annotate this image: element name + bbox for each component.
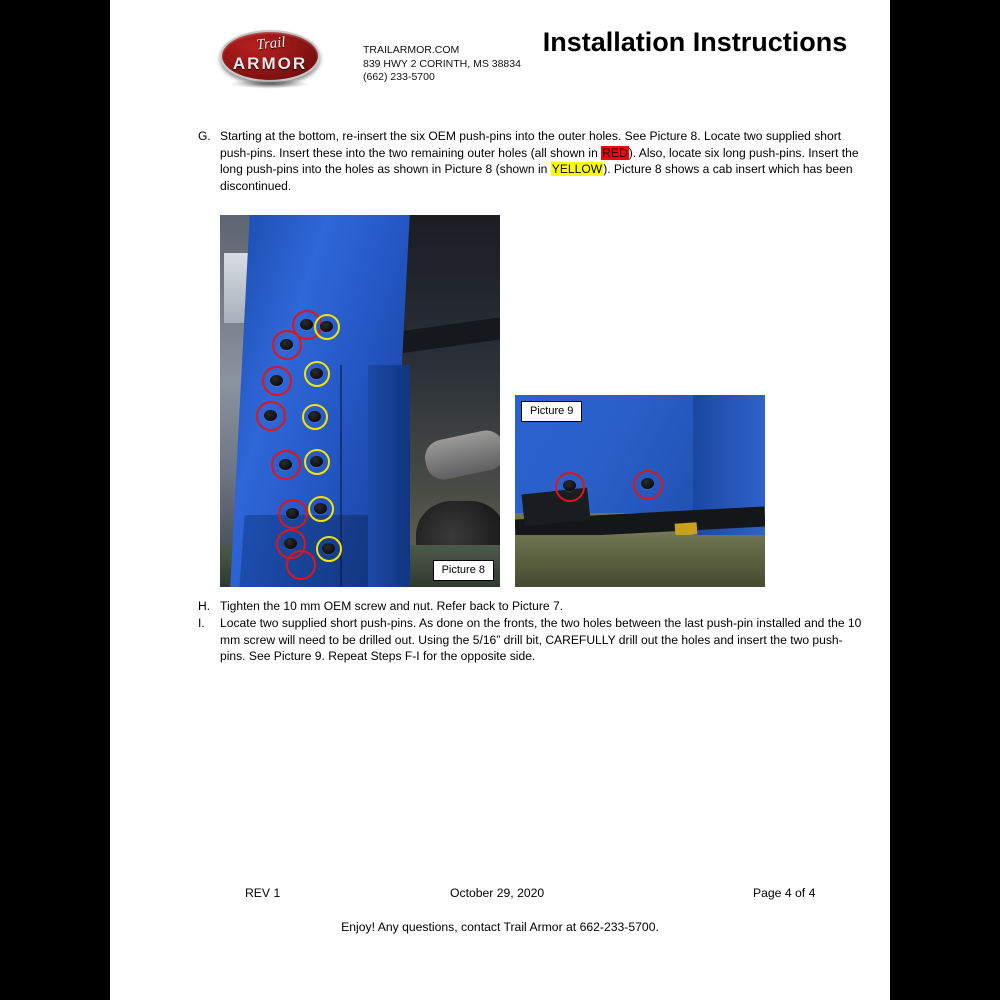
step-g-highlight-yellow: YELLOW bbox=[551, 162, 603, 177]
step-h-text: Tighten the 10 mm OEM screw and nut. Refer back to Picture 7. bbox=[220, 599, 564, 613]
yellow-highlight-ring bbox=[316, 536, 342, 562]
yellow-highlight-ring bbox=[304, 361, 330, 387]
logo-shadow bbox=[232, 80, 308, 88]
step-i bbox=[110, 615, 890, 665]
step-g-text-part1: Starting at the bottom, re-insert the six OEM push-pins into the outer holes. See Picture 8. Locate two supplied short push-pins. Insert these into the two remaining outer holes (all shown in bbox=[220, 129, 842, 160]
step-g-text-part3: ). Picture 8 shows a cab insert which has been discontinued. bbox=[220, 162, 853, 193]
yellow-tab bbox=[675, 522, 698, 536]
company-contact-block bbox=[363, 44, 521, 85]
logo-armor-text: ARMOR bbox=[232, 54, 308, 73]
step-g bbox=[110, 128, 890, 194]
red-highlight-ring bbox=[633, 470, 663, 500]
red-highlight-ring bbox=[272, 330, 302, 360]
ground-grass bbox=[515, 535, 765, 587]
blue-panel-edge bbox=[368, 365, 410, 587]
page-title: Installation Instructions bbox=[542, 27, 848, 57]
step-g-text-part2: ). Also, locate six long push-pins. Insert the long push-pins into the holes as shown in Picture 8 (shown in bbox=[220, 145, 859, 177]
footer-date: October 29, 2020 bbox=[450, 886, 545, 900]
red-highlight-ring bbox=[271, 450, 301, 480]
red-highlight-ring bbox=[286, 550, 316, 580]
yellow-highlight-ring bbox=[302, 404, 328, 430]
company-website: TRAILARMOR.COM bbox=[363, 44, 460, 56]
yellow-highlight-ring bbox=[314, 314, 340, 340]
step-i-text: Locate two supplied short push-pins. As done on the fronts, the two holes between the last push-pin installed and the 10 mm screw will need to be drilled out. Using the 5/16” drill bit, CAREFULLY drill out the holes and insert the two push-pins. See Picture 9. Repeat Steps F-I for the opposite side. bbox=[220, 616, 862, 664]
logo-trail-text: Trail bbox=[255, 34, 287, 54]
document-page bbox=[110, 0, 890, 1000]
footer-page-number: Page 4 of 4 bbox=[753, 886, 816, 900]
yellow-highlight-ring bbox=[308, 496, 334, 522]
footer-revision: REV 1 bbox=[245, 886, 281, 900]
picture-8-figure bbox=[220, 215, 500, 587]
red-highlight-ring bbox=[278, 499, 308, 529]
company-address: 839 HWY 2 CORINTH, MS 38834 bbox=[363, 57, 521, 70]
step-i-marker: I. bbox=[198, 616, 205, 630]
picture-9-figure bbox=[515, 395, 765, 587]
red-highlight-ring bbox=[555, 472, 585, 502]
red-highlight-ring bbox=[256, 401, 286, 431]
trail-armor-logo bbox=[220, 30, 320, 88]
company-phone: (662) 233-5700 bbox=[363, 71, 435, 83]
footer-note: Enjoy! Any questions, contact Trail Armor at 662-233-5700. bbox=[341, 920, 659, 934]
step-g-highlight-red: RED bbox=[602, 145, 628, 160]
picture-8-caption: Picture 8 bbox=[433, 560, 494, 581]
yellow-highlight-ring bbox=[304, 449, 330, 475]
document-header bbox=[110, 0, 890, 115]
step-h-marker: H. bbox=[198, 599, 211, 613]
red-highlight-ring bbox=[262, 366, 292, 396]
instruction-steps bbox=[110, 128, 890, 194]
picture-9-caption: Picture 9 bbox=[521, 401, 582, 422]
step-g-marker: G. bbox=[198, 129, 211, 143]
step-h bbox=[110, 598, 890, 615]
